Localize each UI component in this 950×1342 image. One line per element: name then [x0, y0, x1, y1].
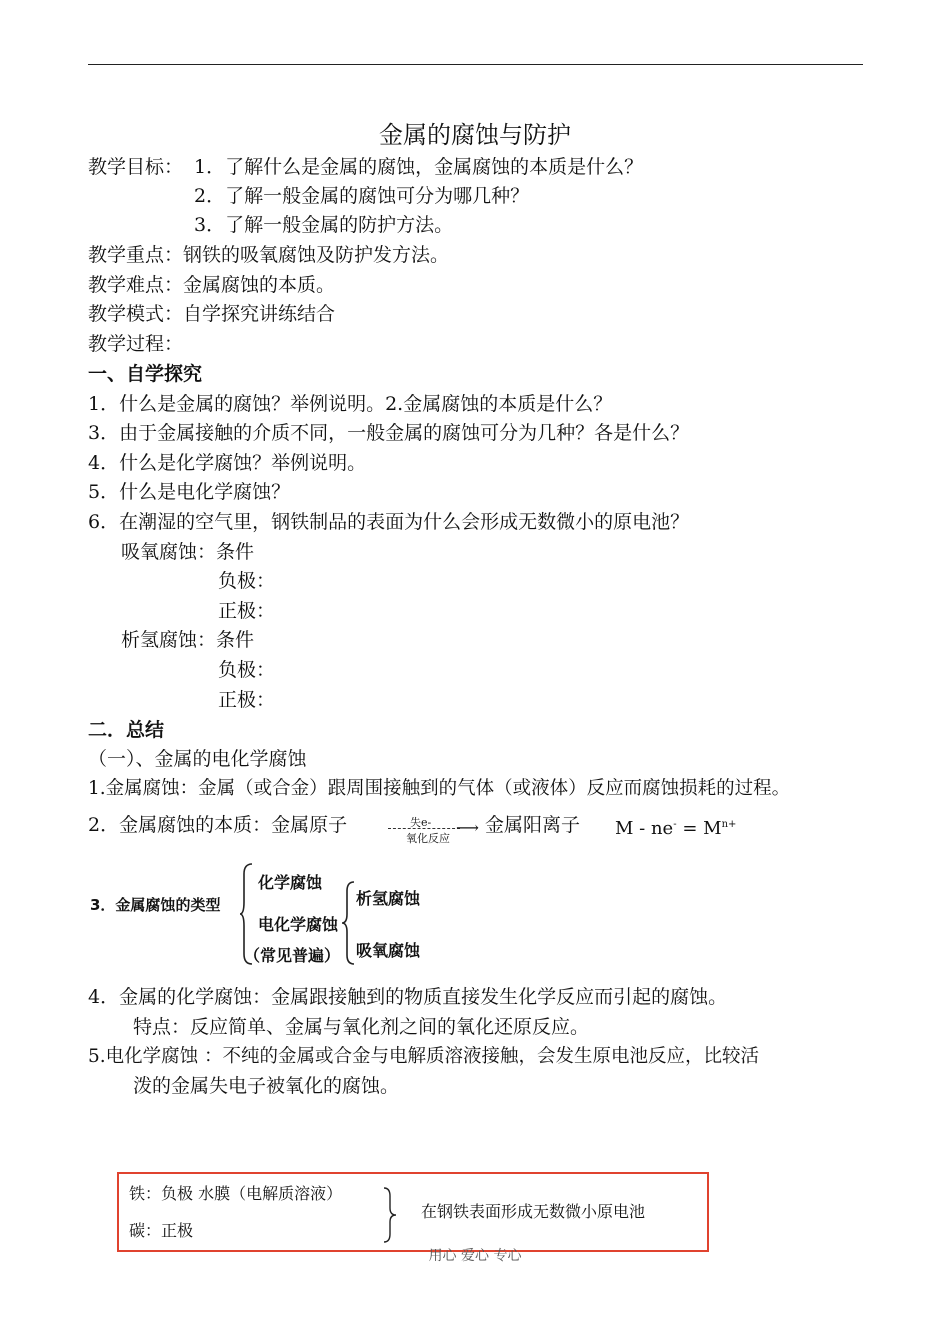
oxygen-negative: 负极： — [218, 570, 276, 592]
chemical-corrosion-definition: 4．金属的化学腐蚀：金属跟接触到的物质直接发生化学反应而引起的腐蚀。 — [88, 986, 728, 1008]
essence-formula — [615, 811, 736, 843]
question-1-2: 1．什么是金属的腐蚀？举例说明。2.金属腐蚀的本质是什么？ — [88, 393, 613, 415]
objectives-label: 教学目标： — [88, 156, 184, 178]
oxygen-positive: 正极： — [218, 600, 276, 622]
right-brace-icon — [342, 880, 356, 966]
oxygen-corrosion-label: 吸氧腐蚀：条件 — [121, 541, 255, 563]
hydrogen-corrosion-label: 析氢腐蚀：条件 — [121, 629, 255, 651]
oxygen-absorption-corrosion: 吸氧腐蚀 — [356, 941, 421, 960]
page-title: 金属的腐蚀与防护 — [379, 121, 571, 149]
corrosion-essence: 2．金属腐蚀的本质：金属原子 — [88, 814, 348, 836]
header-rule — [88, 64, 863, 65]
subsection-1: （一）、金属的电化学腐蚀 — [88, 748, 307, 770]
formula-eq: = M — [676, 818, 722, 839]
difficulty: 教学难点：金属腐蚀的本质。 — [88, 274, 336, 296]
section2-heading: 二．总结 — [88, 719, 165, 741]
hydrogen-positive: 正极： — [218, 689, 276, 711]
arrow-line — [388, 828, 460, 829]
hydrogen-negative: 负极： — [218, 659, 276, 681]
common-note: （常见普遍） — [244, 946, 341, 965]
question-3: 3．由于金属接触的介质不同，一般金属的腐蚀可分为几种？各是什么？ — [88, 422, 690, 444]
question-6: 6．在潮湿的空气里，钢铁制品的表面为什么会形成无数微小的原电池？ — [88, 511, 690, 533]
objective-item-2: 2．了解一般金属的腐蚀可分为哪几种？ — [194, 185, 530, 207]
formula-left: M - ne — [615, 818, 674, 839]
galvanic-result: 在钢铁表面形成无数微小原电池 — [421, 1202, 646, 1221]
question-4: 4．什么是化学腐蚀？举例说明。 — [88, 452, 367, 474]
types-label: 3．金属腐蚀的类型 — [90, 896, 221, 914]
electrochemical-corrosion: 电化学腐蚀 — [258, 915, 339, 934]
hydrogen-evolution-corrosion: 析氢腐蚀 — [356, 889, 421, 908]
footer-slogan: 用心 爱心 专心 — [428, 1248, 522, 1264]
electrochemical-definition-line1: 5.电化学腐蚀 ：不纯的金属或合金与电解质溶液接触，会发生原电池反应，比较活 — [88, 1046, 760, 1067]
definition-corrosion: 1.金属腐蚀：金属（或合金）跟周围接触到的气体（或液体）反应而腐蚀损耗的过程。 — [88, 778, 791, 799]
iron-line: 铁：负极 水膜（电解质溶液） — [129, 1184, 343, 1203]
corrosion-types-diagram — [88, 858, 448, 973]
arrow-label-bottom: 氧化反应 — [406, 832, 450, 845]
electrochemical-definition-line2: 泼的金属失电子被氧化的腐蚀。 — [133, 1075, 400, 1097]
formula-sup-charge: n+ — [721, 819, 737, 830]
teaching-process: 教学过程： — [88, 333, 184, 355]
arrow-head: ⟶ — [456, 818, 479, 837]
metal-cation: 金属阳离子 — [485, 814, 581, 836]
galvanic-cell-box — [117, 1172, 709, 1252]
formula-sup-electron: - — [673, 819, 677, 830]
question-5: 5．什么是电化学腐蚀？ — [88, 481, 291, 503]
summary-brace-icon — [382, 1186, 398, 1244]
objective-item-3: 3．了解一般金属的防护方法。 — [194, 214, 454, 236]
carbon-line: 碳：正极 — [129, 1221, 194, 1240]
oxidation-arrow — [388, 811, 478, 851]
teaching-mode: 教学模式：自学探究讲练结合 — [88, 303, 336, 325]
key-points: 教学重点：钢铁的吸氧腐蚀及防护发方法。 — [88, 244, 450, 266]
chemical-corrosion-feature: 特点：反应简单、金属与氧化剂之间的氧化还原反应。 — [133, 1016, 590, 1038]
chemical-corrosion: 化学腐蚀 — [258, 873, 323, 892]
section1-heading: 一、自学探究 — [88, 363, 203, 385]
arrow-label-top: 失e- — [410, 816, 432, 829]
objective-item-1: 1．了解什么是金属的腐蚀，金属腐蚀的本质是什么？ — [194, 156, 644, 178]
